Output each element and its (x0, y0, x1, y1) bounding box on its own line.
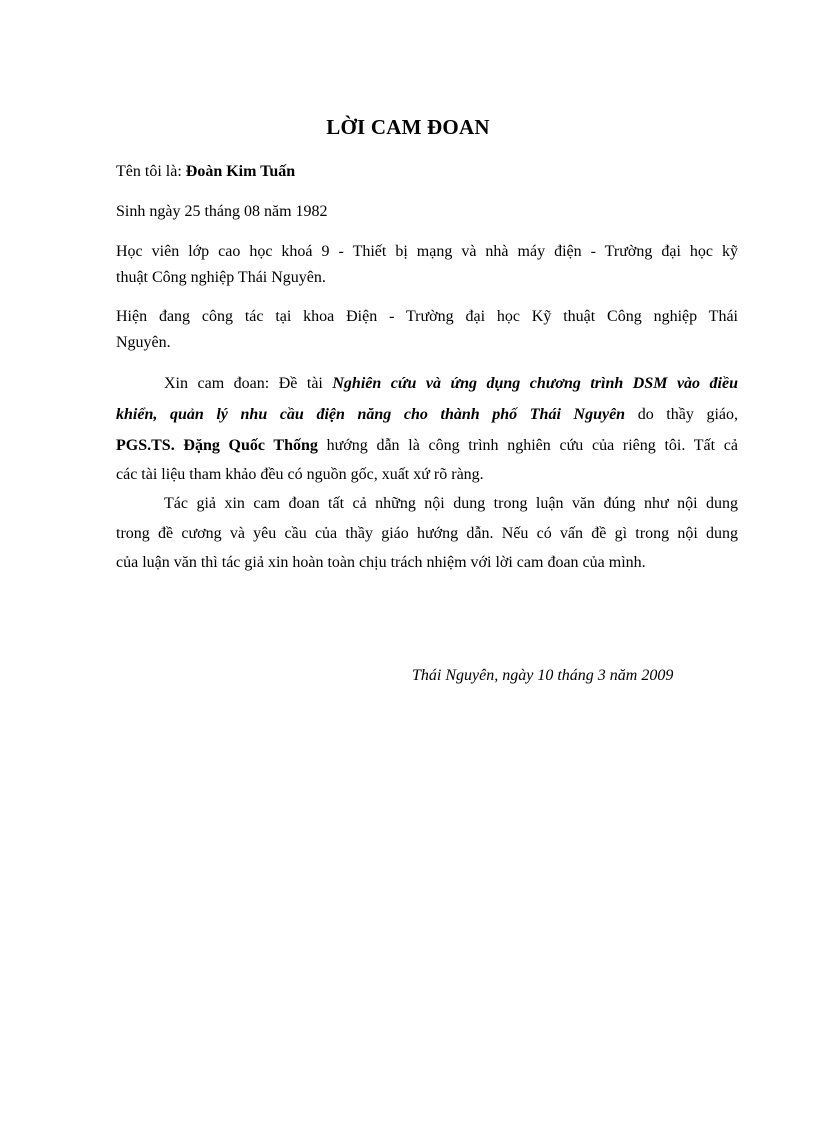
commitment-intro: Xin cam đoan: Đề tài (164, 375, 333, 392)
place-date: Thái Nguyên, ngày 10 tháng 3 năm 2009 (412, 667, 674, 684)
student-line-1: Học viên lớp cao học khoá 9 - Thiết bị mạng và nhà máy điện - Trường đại học kỹ (116, 243, 738, 260)
references-line: các tài liệu tham khảo đều có nguồn gốc, xuất xứ rõ ràng. (116, 466, 484, 483)
thesis-topic-part-2: khiển, quản lý nhu cầu điện năng cho thành phố Thái Nguyên (116, 406, 626, 423)
author-statement-line-3: của luận văn thì tác giả xin hoàn toàn chịu trách nhiệm với lời cam đoan của mình. (116, 554, 646, 571)
topic-suffix: do thầy giáo, (625, 406, 739, 423)
commitment-line-2 (116, 403, 738, 427)
commitment-line-1 (164, 372, 738, 396)
author-statement-line-1: Tác giả xin cam đoan tất cả những nội dung trong luận văn đúng như nội dung (164, 495, 738, 512)
author-statement-line-2: trong đề cương và yêu cầu của thầy giáo hướng dẫn. Nếu có vấn đề gì trong nội dung (116, 525, 738, 542)
author-name: Đoàn Kim Tuấn (185, 163, 296, 180)
thesis-topic-part-1: Nghiên cứu và ứng dụng chương trình DSM vào điều (332, 375, 739, 392)
birth-line: Sinh ngày 25 tháng 08 năm 1982 (116, 203, 328, 220)
supervisor-name: PGS.TS. Đặng Quốc Thống (116, 437, 318, 454)
work-line-2: Nguyên. (116, 334, 171, 351)
supervisor-suffix: hướng dẫn là công trình nghiên cứu của riêng tôi. Tất cả (317, 437, 739, 454)
work-line-1: Hiện đang công tác tại khoa Điện - Trường đại học Kỹ thuật Công nghiệp Thái (116, 308, 738, 325)
name-line (116, 160, 738, 184)
page-title: LỜI CAM ĐOAN (326, 115, 490, 139)
student-line-2: thuật Công nghiệp Thái Nguyên. (116, 269, 326, 286)
name-label: Tên tôi là: (116, 163, 186, 180)
commitment-line-3 (116, 434, 738, 458)
